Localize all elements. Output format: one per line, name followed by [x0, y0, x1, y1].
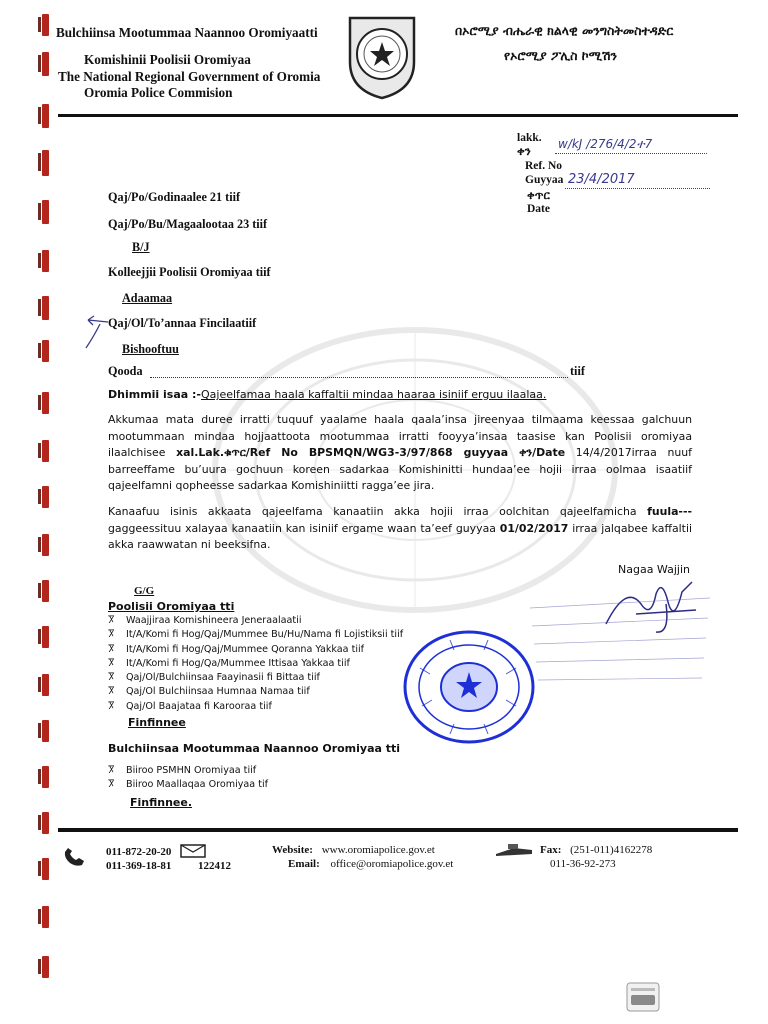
- body-p2-part-a: Kanaafuu isinis akkaata qajeelfama kanaatiin akka hojii irraa oolchitan qajeelfamicha: [108, 505, 648, 518]
- footer-phone2: 011-369-18-81: [106, 860, 172, 872]
- footer-fax-row: [540, 844, 652, 856]
- binder-mark: [42, 200, 49, 224]
- binder-mark: [42, 250, 49, 272]
- bullet-glyph: Ⴟ: [108, 687, 115, 698]
- footer-fax1: (251-011)4162278: [570, 844, 653, 856]
- bullet-glyph: Ⴟ: [108, 673, 115, 684]
- footer-fax-label: Fax:: [540, 844, 562, 856]
- cc-group2-list: [108, 764, 268, 793]
- ref-number-handwritten: w/kJ /276/4/2ተ7: [558, 137, 653, 151]
- ref-lakk-amharic: ቀን: [517, 144, 531, 158]
- binder-mark: [42, 720, 49, 742]
- bullet-glyph: Ⴟ: [108, 766, 115, 776]
- header-divider: [58, 114, 738, 117]
- bullet-glyph: Ⴟ: [108, 780, 115, 791]
- date-amharic-label: ቀጥር: [527, 188, 550, 202]
- qooda-label: Qooda: [108, 364, 143, 378]
- date-line: [565, 188, 710, 189]
- subject-text: Qajeelfamaa haala kaffaltii mindaa haaraa isiniif erguu ilaalaa.: [200, 388, 547, 401]
- footer-phone1: 011-872-20-20: [106, 846, 172, 858]
- footer-pobox: 122412: [198, 860, 231, 872]
- list-item: Ⴟ Qaj/Ol Baajataa fi Karooraa tiif: [108, 700, 403, 714]
- footer-divider: [58, 828, 738, 832]
- addressee-bishooftuu: Bishooftuu: [122, 342, 179, 356]
- body-p2-part-c: gaggeessituu xalayaa kanaatiin kan isiniif ergame waan ta’eef guyyaa: [108, 521, 500, 535]
- body-p1-part-a: Akkumaa mata duree irratti tuquuf yaalame haala qaala’insa jireenyaa tilmaama keessaa galchuun mootummaan mindaa hojjaattoota mootummaa irratti fooyya’insaa taasise kan Poolisii oromiyaa ilaalchisee: [108, 413, 692, 459]
- body-paragraph-1: [108, 412, 692, 495]
- cc-label: [134, 585, 154, 597]
- police-emblem-logo: [344, 12, 420, 100]
- addressee-line3: Kolleejjii Poolisii Oromiyaa tiif: [108, 265, 271, 279]
- binder-mark: [42, 52, 49, 76]
- closing-nagaa: Nagaa Wajjin: [618, 563, 690, 576]
- footer-website-label: Website:: [272, 844, 313, 856]
- binder-mark: [42, 626, 49, 648]
- binder-mark: [42, 104, 49, 128]
- header-org-line1: Bulchiinsa Mootummaa Naannoo Oromiyaatti: [56, 25, 318, 40]
- qooda-blank-line: [150, 377, 568, 378]
- date-label: Date: [527, 203, 550, 215]
- binder-mark: [42, 14, 49, 36]
- binder-mark: [42, 392, 49, 414]
- header-org-line2: Komishinii Poolisii Oromiyaa: [84, 52, 251, 67]
- body-p2-date: 01/02/2017: [499, 521, 569, 535]
- bullet-glyph: Ⴟ: [108, 701, 115, 712]
- envelope-icon: [180, 844, 206, 858]
- list-item: Ⴟ Qaj/Ol Bulchiinsaa Humnaa Namaa tiif: [108, 685, 403, 699]
- cc-group2-title: Bulchiinsaa Mootummaa Naannoo Oromiyaa tti: [108, 742, 401, 755]
- binder-mark: [42, 766, 49, 788]
- subject-line: [108, 388, 546, 401]
- fax-machine-icon: [494, 842, 534, 860]
- list-item: Ⴟ Waajjiraa Komishineera Jeneraalaatii: [108, 614, 403, 628]
- list-item: Ⴟ It/A/Komi fi Hog/Qaj/Mummee Qoranna Yakkaa tiif: [108, 643, 403, 657]
- list-item: Ⴟ Biiroo PSMHN Oromiyaa tiif: [108, 764, 268, 778]
- addressee-line4: Qaj/Ol/To’annaa Fincilaatiif: [108, 316, 257, 330]
- footer-website-row: [272, 844, 435, 856]
- cc-group1-list: [108, 614, 403, 714]
- binder-mark: [42, 858, 49, 880]
- ref-number-line: [555, 153, 707, 154]
- body-p2-part-e: irraa jalqabee kaffaltii akka raawwatan ni beeksifna.: [108, 521, 692, 551]
- bullet-glyph: Ⴟ: [108, 644, 115, 655]
- binder-mark: [42, 340, 49, 362]
- header-org-line3: The National Regional Government of Oromia: [58, 69, 321, 84]
- binder-mark: [42, 580, 49, 602]
- binder-mark: [42, 440, 49, 462]
- cc-group1-title: Poolisii Oromiyaa tti: [108, 600, 235, 613]
- binder-mark: [42, 534, 49, 556]
- phone-icon: [62, 848, 90, 868]
- cc-label-text: G/G: [134, 585, 155, 597]
- body-p2-fuula: fuula---: [647, 505, 692, 518]
- subject-label: Dhimmii isaa :-: [108, 388, 201, 401]
- date-handwritten: 23/4/2017: [568, 172, 635, 187]
- binder-mark: [42, 296, 49, 320]
- addressee-line1: Qaj/Po/Godinaalee 21 tiif: [108, 190, 241, 204]
- footer-website: www.oromiapolice.gov.et: [321, 844, 435, 856]
- body-p1-part-c: 14/4/2017irraa nuuf barreeffame bu’uura gochuun koreen sadarkaa Komishinitti hundaa’ee hojii irraa oolmaa isaatiif qajeelfamni qopheesse sadarkaa Komishiniitti ragga’ee jira.: [108, 446, 692, 492]
- body-p1-reference: xal.Lak.ቁጥር/Ref No BPSMQN/WG3-3/97/868 guyyaa ቀን/Date: [176, 446, 566, 459]
- binder-mark: [42, 150, 49, 176]
- bullet-glyph: Ⴟ: [108, 658, 115, 669]
- binder-mark: [42, 486, 49, 508]
- addressee-adaamaa: Adaamaa: [122, 291, 173, 305]
- header-org-line4: Oromia Police Commision: [84, 85, 233, 100]
- binder-mark: [42, 812, 49, 834]
- addressee-bj: B/J: [132, 240, 150, 254]
- list-item: Ⴟ Qaj/Ol/Bulchiinsaa Faayinasii fi Bittaa tiif: [108, 671, 403, 685]
- bullet-glyph: Ⴟ: [108, 616, 115, 626]
- binder-mark: [42, 906, 49, 928]
- ref-lakk-label: lakk.: [517, 132, 542, 144]
- addressee-line2: Qaj/Po/Bu/Magaalootaa 23 tiif: [108, 217, 268, 231]
- list-item: Ⴟ It/A/Komi fi Hog/Qaj/Mummee Bu/Hu/Nama fi Lojistiksii tiif: [108, 628, 403, 642]
- qooda-suffix: tiif: [570, 364, 585, 378]
- footer-email: office@oromiapolice.gov.et: [330, 858, 454, 870]
- footer-email-row: [288, 858, 453, 870]
- footer-fax2: 011-36-92-273: [550, 858, 616, 870]
- official-seal-stamp: [400, 628, 538, 746]
- scanner-badge-logo: [626, 982, 660, 1012]
- binder-mark: [42, 674, 49, 696]
- header-amharic-line2: የኦሮሚያ ፖሊስ ኮሚሽን: [504, 48, 617, 63]
- header-amharic-line1: በኦሮሚያ ብሔራዊ ክልላዊ መንግስትመስተዳድር: [455, 23, 674, 38]
- cc-group2-city: Finfinnee.: [130, 796, 193, 809]
- bullet-glyph: Ⴟ: [108, 630, 115, 641]
- list-item: Ⴟ Biiroo Maallaqaa Oromiyaa tif: [108, 778, 268, 792]
- list-item: Ⴟ It/A/Komi fi Hog/Qa/Mummee Ittisaa Yakkaa tiif: [108, 657, 403, 671]
- ref-no-label: Ref. No: [525, 160, 563, 172]
- guyyaa-label: Guyyaa: [525, 174, 564, 186]
- footer-email-label: Email:: [288, 858, 320, 870]
- binder-mark: [42, 956, 49, 978]
- cc-group1-city: Finfinnee: [128, 716, 186, 729]
- body-paragraph-2: [108, 504, 692, 554]
- faint-title-stamp: [520, 588, 720, 698]
- handwritten-arrow-mark: [80, 312, 112, 352]
